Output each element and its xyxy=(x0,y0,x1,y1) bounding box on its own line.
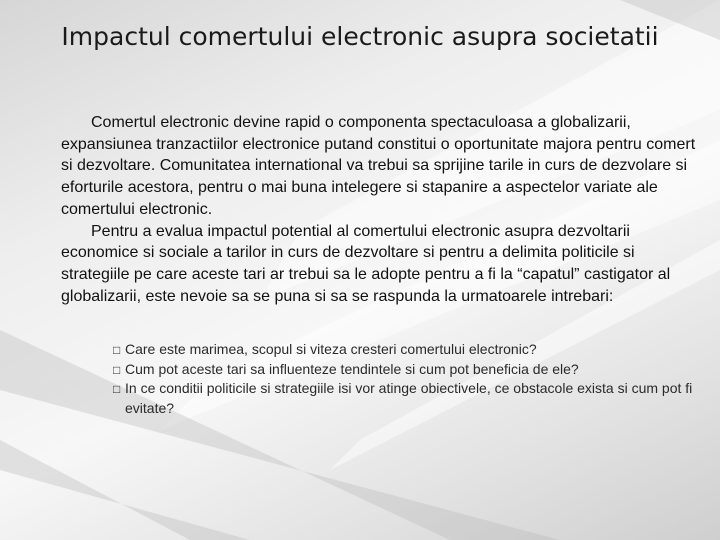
list-item xyxy=(113,379,705,417)
slide-body xyxy=(61,112,701,307)
list-item-text: Care este marimea, scopul si viteza cresteri comertului electronic? xyxy=(125,341,537,357)
list-item xyxy=(113,340,705,360)
checkbox-icon: □ xyxy=(113,382,121,397)
body-paragraph: Comertul electronic devine rapid o componenta spectaculoasa a globalizarii, expansiunea tranzactiilor electronice putand constitui o oportunitate majora pentru comert si dezvoltare. Comunitatea international va trebui sa sprijine tarile in curs de dezvolare si eforturile acestora, pentru o mai buna intelegere si stapanire a aspectelor variate ale comertului electronic. xyxy=(61,114,696,218)
list-item-text: In ce conditii politicile si strategiile isi vor atinge obiectivele, ce obstacole exista si cum pot fi evitate? xyxy=(125,380,693,416)
checkbox-icon: □ xyxy=(113,343,121,357)
list-item xyxy=(113,360,705,380)
checkbox-icon: □ xyxy=(113,362,121,377)
list-item-text: Cum pot aceste tari sa influenteze tendintele si cum pot beneficia de ele? xyxy=(125,360,579,377)
question-list xyxy=(113,340,705,417)
body-paragraph: Pentru a evalua impactul potential al comertului electronic asupra dezvoltarii economice si sociale a tarilor in curs de dezvoltare si pentru a delimita politicile si strategiile pe care aceste tari ar trebui sa le adopte pentru a fi la “capatul” castigator al globalizarii, este nevoie sa se puna si sa se raspunda la urmatoarele intrebari: xyxy=(61,222,671,305)
slide-title: Impactul comertului electronic asupra societatii xyxy=(61,22,659,51)
